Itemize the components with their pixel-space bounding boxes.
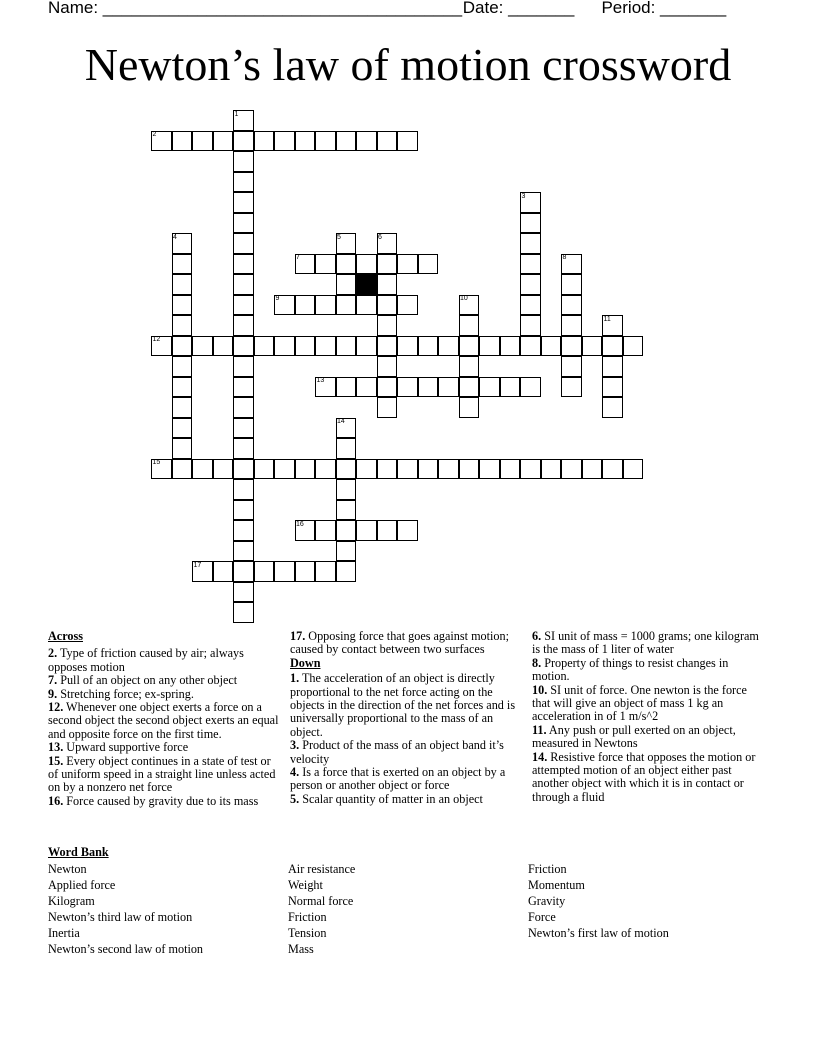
crossword-cell[interactable] bbox=[233, 233, 254, 254]
clue-across-7: 7. Pull of an object on any other object bbox=[48, 673, 238, 688]
crossword-cell[interactable] bbox=[356, 336, 377, 357]
crossword-cell[interactable] bbox=[561, 336, 582, 357]
crossword-cell[interactable] bbox=[520, 213, 541, 234]
crossword-cell[interactable] bbox=[233, 500, 254, 521]
clue-number-8: 8 bbox=[562, 254, 567, 261]
crossword-cell[interactable] bbox=[192, 131, 213, 152]
crossword-cell[interactable] bbox=[336, 520, 357, 541]
clue-number-2: 2 bbox=[152, 131, 157, 138]
crossword-cell[interactable] bbox=[233, 438, 254, 459]
crossword-cell[interactable] bbox=[274, 131, 295, 152]
clue-across-9: 9. Stretching force; ex-spring. bbox=[48, 686, 194, 701]
clue-number-16: 16 bbox=[296, 520, 304, 528]
crossword-cell[interactable] bbox=[356, 377, 377, 398]
word-bank-item: Momentum bbox=[528, 878, 585, 892]
crossword-cell[interactable] bbox=[602, 356, 623, 377]
crossword-cell[interactable] bbox=[254, 459, 275, 480]
crossword-cell[interactable] bbox=[459, 459, 480, 480]
word-bank-item: Normal force bbox=[288, 894, 354, 908]
crossword-cell[interactable] bbox=[623, 459, 644, 480]
crossword-cell[interactable] bbox=[356, 459, 377, 480]
crossword-cell[interactable] bbox=[336, 500, 357, 521]
crossword-cell[interactable] bbox=[233, 397, 254, 418]
crossword-cell[interactable] bbox=[192, 459, 213, 480]
word-bank-item: Mass bbox=[288, 942, 314, 956]
crossword-cell[interactable] bbox=[233, 131, 254, 152]
crossword-cell[interactable] bbox=[295, 459, 316, 480]
crossword-cell[interactable] bbox=[602, 459, 623, 480]
crossword-cell[interactable] bbox=[336, 131, 357, 152]
clue-down-14: 14. Resistive force that opposes the motion or attempted motion of an object either past another object with which it is in contact or through a fluid bbox=[532, 749, 756, 804]
crossword-cell[interactable] bbox=[233, 582, 254, 603]
crossword-cell[interactable] bbox=[418, 377, 439, 398]
crossword-cell[interactable] bbox=[520, 377, 541, 398]
crossword-cell[interactable] bbox=[315, 336, 336, 357]
crossword-cell[interactable] bbox=[336, 479, 357, 500]
clue-number-10: 10 bbox=[460, 295, 468, 302]
word-bank-column-2 bbox=[288, 861, 355, 957]
crossword-cell[interactable] bbox=[459, 377, 480, 398]
word-bank-column-3 bbox=[528, 861, 669, 941]
crossword-cell[interactable] bbox=[233, 356, 254, 377]
crossword-cell[interactable] bbox=[295, 336, 316, 357]
clue-number-9: 9 bbox=[275, 295, 280, 302]
crossword-cell[interactable] bbox=[254, 131, 275, 152]
crossword-cell[interactable] bbox=[377, 397, 398, 418]
across-heading: Across bbox=[48, 629, 83, 643]
crossword-cell[interactable] bbox=[397, 459, 418, 480]
crossword-cell[interactable] bbox=[397, 336, 418, 357]
clue-down-1: 1. The acceleration of an object is directly proportional to the net force acting on the objects in the direction of the net forces and is universally proportional to the mass of an object. bbox=[290, 671, 516, 739]
clue-across-12: 12. Whenever one object exerts a force on a second object the second object exerts an equal and opposite force on the first time. bbox=[48, 700, 279, 741]
crossword-cell[interactable] bbox=[254, 561, 275, 582]
word-bank-item: Inertia bbox=[48, 926, 80, 940]
date-field[interactable]: Date: _______ bbox=[462, 0, 575, 17]
crossword-cell[interactable] bbox=[397, 295, 418, 316]
crossword-cell[interactable] bbox=[561, 377, 582, 398]
crossword-cell[interactable] bbox=[336, 336, 357, 357]
crossword-cell[interactable] bbox=[295, 131, 316, 152]
crossword-cell[interactable] bbox=[233, 315, 254, 336]
crossword-cell[interactable] bbox=[172, 131, 193, 152]
crossword-cell[interactable] bbox=[172, 336, 193, 357]
clues-column-3 bbox=[532, 630, 764, 804]
crossword-cell[interactable] bbox=[459, 356, 480, 377]
crossword-cell[interactable] bbox=[356, 520, 377, 541]
crossword-cell[interactable] bbox=[315, 295, 336, 316]
crossword-cell[interactable] bbox=[377, 356, 398, 377]
crossword-cell[interactable] bbox=[336, 561, 357, 582]
crossword-cell[interactable] bbox=[418, 254, 439, 275]
crossword-cell[interactable] bbox=[172, 459, 193, 480]
crossword-cell[interactable] bbox=[233, 254, 254, 275]
crossword-cell[interactable] bbox=[336, 295, 357, 316]
clue-across-2: 2. Type of friction caused by air; always opposes motion bbox=[48, 646, 244, 674]
crossword-cell[interactable] bbox=[397, 131, 418, 152]
word-bank-item: Newton’s second law of motion bbox=[48, 942, 204, 956]
crossword-cell[interactable] bbox=[356, 254, 377, 275]
crossword-cell[interactable] bbox=[582, 459, 603, 480]
clue-down-11: 11. Any push or pull exerted on an object, measured in Newtons bbox=[532, 722, 736, 751]
crossword-cell[interactable] bbox=[233, 418, 254, 439]
crossword-cell[interactable] bbox=[172, 438, 193, 459]
crossword-cell[interactable] bbox=[418, 459, 439, 480]
clue-number-4: 4 bbox=[173, 233, 177, 241]
crossword-cell[interactable] bbox=[336, 541, 357, 562]
word-bank-column-1 bbox=[48, 861, 203, 957]
crossword-cell[interactable] bbox=[520, 233, 541, 254]
crossword-cell[interactable] bbox=[213, 336, 234, 357]
crossword-cell[interactable] bbox=[377, 254, 398, 275]
clue-across-16: 16. Force caused by gravity due to its mass bbox=[48, 793, 259, 808]
crossword-cell[interactable] bbox=[459, 336, 480, 357]
clue-number-12: 12 bbox=[152, 336, 161, 343]
word-bank-item: Kilogram bbox=[48, 894, 95, 908]
crossword-cell[interactable] bbox=[295, 561, 316, 582]
clue-number-3: 3 bbox=[521, 192, 526, 200]
crossword-cell[interactable] bbox=[520, 315, 541, 336]
crossword-cell[interactable] bbox=[459, 315, 480, 336]
crossword-cell[interactable] bbox=[233, 274, 254, 295]
crossword-cell[interactable] bbox=[438, 459, 459, 480]
crossword-cell[interactable] bbox=[315, 459, 336, 480]
crossword-cell[interactable] bbox=[192, 336, 213, 357]
crossword-cell[interactable] bbox=[438, 336, 459, 357]
crossword-cell[interactable] bbox=[172, 418, 193, 439]
crossword-cell[interactable] bbox=[500, 336, 521, 357]
word-bank-item: Newton’s third law of motion bbox=[48, 910, 193, 924]
crossword-cell[interactable] bbox=[233, 172, 254, 193]
crossword-cell[interactable] bbox=[233, 295, 254, 316]
clue-down-8: 8. Property of things to resist changes in motion. bbox=[532, 655, 729, 684]
clue-down-10: 10. SI unit of force. One newton is the force that will give an object of mass 1 kg an acceleration in of 1 m/s^2 bbox=[532, 682, 747, 724]
crossword-cell[interactable] bbox=[172, 295, 193, 316]
shaded-cell bbox=[356, 274, 377, 295]
crossword-cell[interactable] bbox=[602, 377, 623, 398]
crossword-cell[interactable] bbox=[172, 397, 193, 418]
crossword-cell[interactable] bbox=[602, 336, 623, 357]
clue-across-13: 13. Upward supportive force bbox=[48, 740, 189, 755]
word-bank-item: Gravity bbox=[528, 894, 566, 908]
crossword-cell[interactable] bbox=[213, 131, 234, 152]
crossword-cell[interactable] bbox=[479, 336, 500, 357]
crossword-cell[interactable] bbox=[561, 459, 582, 480]
crossword-cell[interactable] bbox=[541, 336, 562, 357]
crossword-cell[interactable] bbox=[561, 295, 582, 316]
crossword-cell[interactable] bbox=[520, 274, 541, 295]
clue-down-5: 5. Scalar quantity of matter in an object bbox=[290, 791, 483, 806]
crossword-cell[interactable] bbox=[377, 131, 398, 152]
clues-column-1 bbox=[48, 630, 283, 808]
clue-number-6: 6 bbox=[378, 233, 382, 241]
word-bank-item: Tension bbox=[288, 926, 327, 940]
crossword-cell[interactable] bbox=[582, 336, 603, 357]
crossword-cell[interactable] bbox=[315, 131, 336, 152]
crossword-cell[interactable] bbox=[295, 295, 316, 316]
crossword-cell[interactable] bbox=[377, 274, 398, 295]
crossword-cell[interactable] bbox=[233, 336, 254, 357]
clue-down-4: 4. Is a force that is exerted on an object by a person or another object or force bbox=[290, 765, 506, 793]
word-bank-item: Newton’s first law of motion bbox=[528, 926, 669, 940]
crossword-cell[interactable] bbox=[397, 520, 418, 541]
word-bank-item: Newton bbox=[48, 862, 87, 876]
crossword-cell[interactable] bbox=[520, 336, 541, 357]
clue-across-17: 17. Opposing force that goes against motion; caused by contact between two surfaces bbox=[290, 629, 510, 657]
crossword-cell[interactable] bbox=[315, 561, 336, 582]
crossword-cell[interactable] bbox=[336, 377, 357, 398]
crossword-cell[interactable] bbox=[233, 520, 254, 541]
crossword-cell[interactable] bbox=[172, 254, 193, 275]
period-field[interactable]: Period: _______ bbox=[601, 0, 727, 17]
crossword-cell[interactable] bbox=[377, 315, 398, 336]
word-bank-title: Word Bank bbox=[48, 845, 109, 859]
crossword-cell[interactable] bbox=[356, 131, 377, 152]
clue-number-14: 14 bbox=[337, 418, 345, 425]
clues-column-2 bbox=[290, 630, 525, 806]
clue-number-13: 13 bbox=[316, 377, 325, 384]
clue-number-11: 11 bbox=[603, 315, 611, 323]
crossword-cell[interactable] bbox=[541, 459, 562, 480]
crossword-cell[interactable] bbox=[418, 336, 439, 357]
clue-number-15: 15 bbox=[152, 459, 161, 466]
crossword-cell[interactable] bbox=[377, 459, 398, 480]
clue-number-1: 1 bbox=[234, 110, 239, 118]
crossword-cell[interactable] bbox=[274, 336, 295, 357]
crossword-cell[interactable] bbox=[172, 356, 193, 377]
crossword-cell[interactable] bbox=[233, 459, 254, 480]
crossword-cell[interactable] bbox=[397, 254, 418, 275]
crossword-cell[interactable] bbox=[233, 151, 254, 172]
crossword-cell[interactable] bbox=[377, 377, 398, 398]
crossword-cell[interactable] bbox=[315, 520, 336, 541]
crossword-cell[interactable] bbox=[254, 336, 275, 357]
crossword-cell[interactable] bbox=[172, 315, 193, 336]
clue-across-15: 15. Every object continues in a state of test or of uniform speed in a straight line unless acted on by a nonzero net force bbox=[48, 753, 276, 795]
crossword-cell[interactable] bbox=[377, 295, 398, 316]
crossword-cell[interactable] bbox=[213, 561, 234, 582]
crossword-cell[interactable] bbox=[561, 356, 582, 377]
crossword-cell[interactable] bbox=[274, 561, 295, 582]
crossword-cell[interactable] bbox=[602, 397, 623, 418]
crossword-cell[interactable] bbox=[561, 274, 582, 295]
crossword-cell[interactable] bbox=[377, 336, 398, 357]
crossword-cell[interactable] bbox=[213, 459, 234, 480]
clue-number-5: 5 bbox=[337, 233, 341, 241]
clue-down-6: 6. SI unit of mass = 1000 grams; one kilogram is the mass of 1 liter of water bbox=[532, 629, 759, 657]
name-field[interactable]: Name: ______________________________________ bbox=[48, 0, 463, 17]
crossword-cell[interactable] bbox=[377, 520, 398, 541]
crossword-cell[interactable] bbox=[500, 459, 521, 480]
crossword-cell[interactable] bbox=[479, 377, 500, 398]
crossword-cell[interactable] bbox=[561, 315, 582, 336]
crossword-cell[interactable] bbox=[623, 336, 644, 357]
crossword-cell[interactable] bbox=[520, 295, 541, 316]
clue-number-7: 7 bbox=[296, 254, 300, 261]
word-bank-item: Applied force bbox=[48, 878, 116, 892]
word-bank-item: Friction bbox=[288, 910, 327, 924]
crossword-cell[interactable] bbox=[459, 397, 480, 418]
clue-number-17: 17 bbox=[193, 561, 202, 569]
word-bank-item: Force bbox=[528, 910, 556, 924]
crossword-cell[interactable] bbox=[233, 377, 254, 398]
crossword-cell[interactable] bbox=[520, 459, 541, 480]
crossword-cell[interactable] bbox=[356, 295, 377, 316]
word-bank-item: Weight bbox=[288, 878, 323, 892]
crossword-cell[interactable] bbox=[438, 377, 459, 398]
crossword-cell[interactable] bbox=[336, 274, 357, 295]
crossword-cell[interactable] bbox=[274, 459, 295, 480]
crossword-cell[interactable] bbox=[479, 459, 500, 480]
crossword-cell[interactable] bbox=[233, 192, 254, 213]
crossword-cell[interactable] bbox=[172, 377, 193, 398]
down-heading: Down bbox=[290, 655, 321, 670]
crossword-cell[interactable] bbox=[500, 377, 521, 398]
crossword-cell[interactable] bbox=[336, 459, 357, 480]
page-title: Newton’s law of motion crossword bbox=[84, 39, 732, 90]
clue-down-3: 3. Product of the mass of an object band it’s velocity bbox=[290, 738, 504, 766]
crossword-cell[interactable] bbox=[233, 479, 254, 500]
crossword-cell[interactable] bbox=[336, 254, 357, 275]
crossword-cell[interactable] bbox=[315, 254, 336, 275]
crossword-cell[interactable] bbox=[397, 377, 418, 398]
crossword-cell[interactable] bbox=[172, 274, 193, 295]
word-bank-item: Air resistance bbox=[288, 862, 356, 876]
crossword-cell[interactable] bbox=[336, 438, 357, 459]
crossword-cell[interactable] bbox=[520, 254, 541, 275]
crossword-cell[interactable] bbox=[233, 561, 254, 582]
crossword-cell[interactable] bbox=[233, 541, 254, 562]
crossword-cell[interactable] bbox=[233, 602, 254, 623]
word-bank-item: Friction bbox=[528, 862, 567, 876]
crossword-cell[interactable] bbox=[233, 213, 254, 234]
